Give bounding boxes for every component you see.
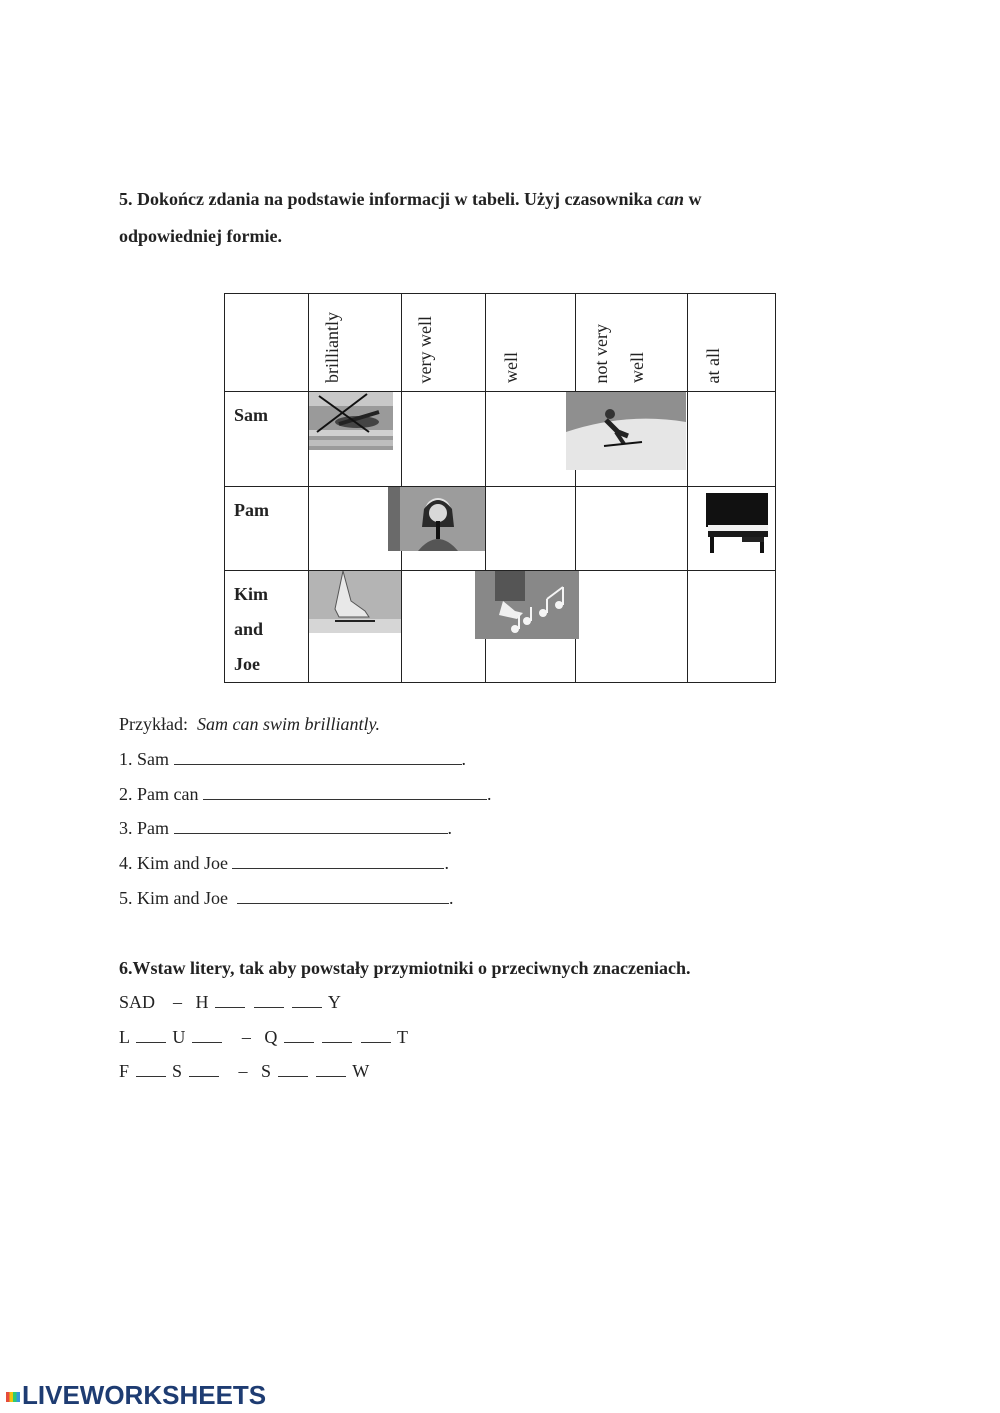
letter-blank[interactable] <box>215 993 245 1008</box>
answer-blank-2[interactable] <box>203 785 487 800</box>
cell-pam-not-very-well <box>576 487 688 571</box>
letter-blank[interactable] <box>254 993 284 1008</box>
answer-blank-4[interactable] <box>232 854 444 869</box>
ice-skating-image <box>309 571 401 633</box>
pair-1: SAD – H Y <box>119 992 341 1012</box>
singing-image <box>388 487 485 551</box>
pair-2: L U – Q T <box>119 1027 409 1047</box>
cell-pam-at-all <box>688 487 776 571</box>
cell-sam-well <box>486 392 576 487</box>
corner-cell <box>225 294 309 392</box>
cell-kim-joe-at-all <box>688 571 776 683</box>
col-at-all: at all <box>688 294 776 392</box>
letter-blank[interactable] <box>361 1028 391 1043</box>
sentence-1: 1. Sam . <box>119 749 467 769</box>
cell-sam-at-all <box>688 392 776 487</box>
col-not-very-well: not very well <box>576 294 688 392</box>
sentence-2: 2. Pam can . <box>119 784 492 804</box>
cell-pam-very-well <box>402 487 486 571</box>
task6-heading: 6.Wstaw litery, tak aby powstały przymiotniki o przeciwnych znaczeniach. <box>119 958 691 978</box>
abilities-table <box>224 293 776 683</box>
cell-sam-not-very-well <box>576 392 688 487</box>
letter-blank[interactable] <box>292 993 322 1008</box>
task5-heading: 5. Dokończ zdania na podstawie informacji w tabeli. Użyj czasownika can w <box>119 189 702 209</box>
letter-blank[interactable] <box>192 1028 222 1043</box>
cell-sam-brilliantly <box>309 392 402 487</box>
row-name-pam: Pam <box>225 487 309 571</box>
cell-kim-joe-not-very-well <box>576 571 688 683</box>
answer-blank-5[interactable] <box>237 889 449 904</box>
sentence-5: 5. Kim and Joe . <box>119 888 454 908</box>
cell-pam-well <box>486 487 576 571</box>
sentence-4: 4. Kim and Joe . <box>119 853 449 873</box>
letter-blank[interactable] <box>316 1062 346 1077</box>
answer-blank-3[interactable] <box>174 819 448 834</box>
row-name-sam: Sam <box>225 392 309 487</box>
letter-blank[interactable] <box>136 1062 166 1077</box>
col-very-well: very well <box>402 294 486 392</box>
piano-image <box>702 489 774 555</box>
pair-3: F S – S W <box>119 1061 370 1081</box>
letter-blank[interactable] <box>278 1062 308 1077</box>
answer-blank-1[interactable] <box>174 750 462 765</box>
cell-kim-joe-very-well <box>402 571 486 683</box>
col-well: well <box>486 294 576 392</box>
logo-cube-icon <box>6 1392 20 1402</box>
cell-kim-joe-brilliantly <box>309 571 402 683</box>
example-line: Przykład: Sam can swim brilliantly. <box>119 714 381 734</box>
skiing-image <box>566 392 686 470</box>
cell-sam-very-well <box>402 392 486 487</box>
dancing-image <box>475 571 579 639</box>
letter-blank[interactable] <box>284 1028 314 1043</box>
task5-heading-line2: odpowiedniej formie. <box>119 226 282 246</box>
letter-blank[interactable] <box>136 1028 166 1043</box>
col-brilliantly: brilliantly <box>309 294 402 392</box>
swimming-crossed-image <box>309 392 393 450</box>
row-name-kim-and-joe: Kim and Joe <box>225 571 309 683</box>
cell-kim-joe-well <box>486 571 576 683</box>
sentence-3: 3. Pam . <box>119 818 453 838</box>
letter-blank[interactable] <box>189 1062 219 1077</box>
liveworksheets-logo[interactable]: LIVEWORKSHEETS <box>6 1380 266 1411</box>
letter-blank[interactable] <box>322 1028 352 1043</box>
